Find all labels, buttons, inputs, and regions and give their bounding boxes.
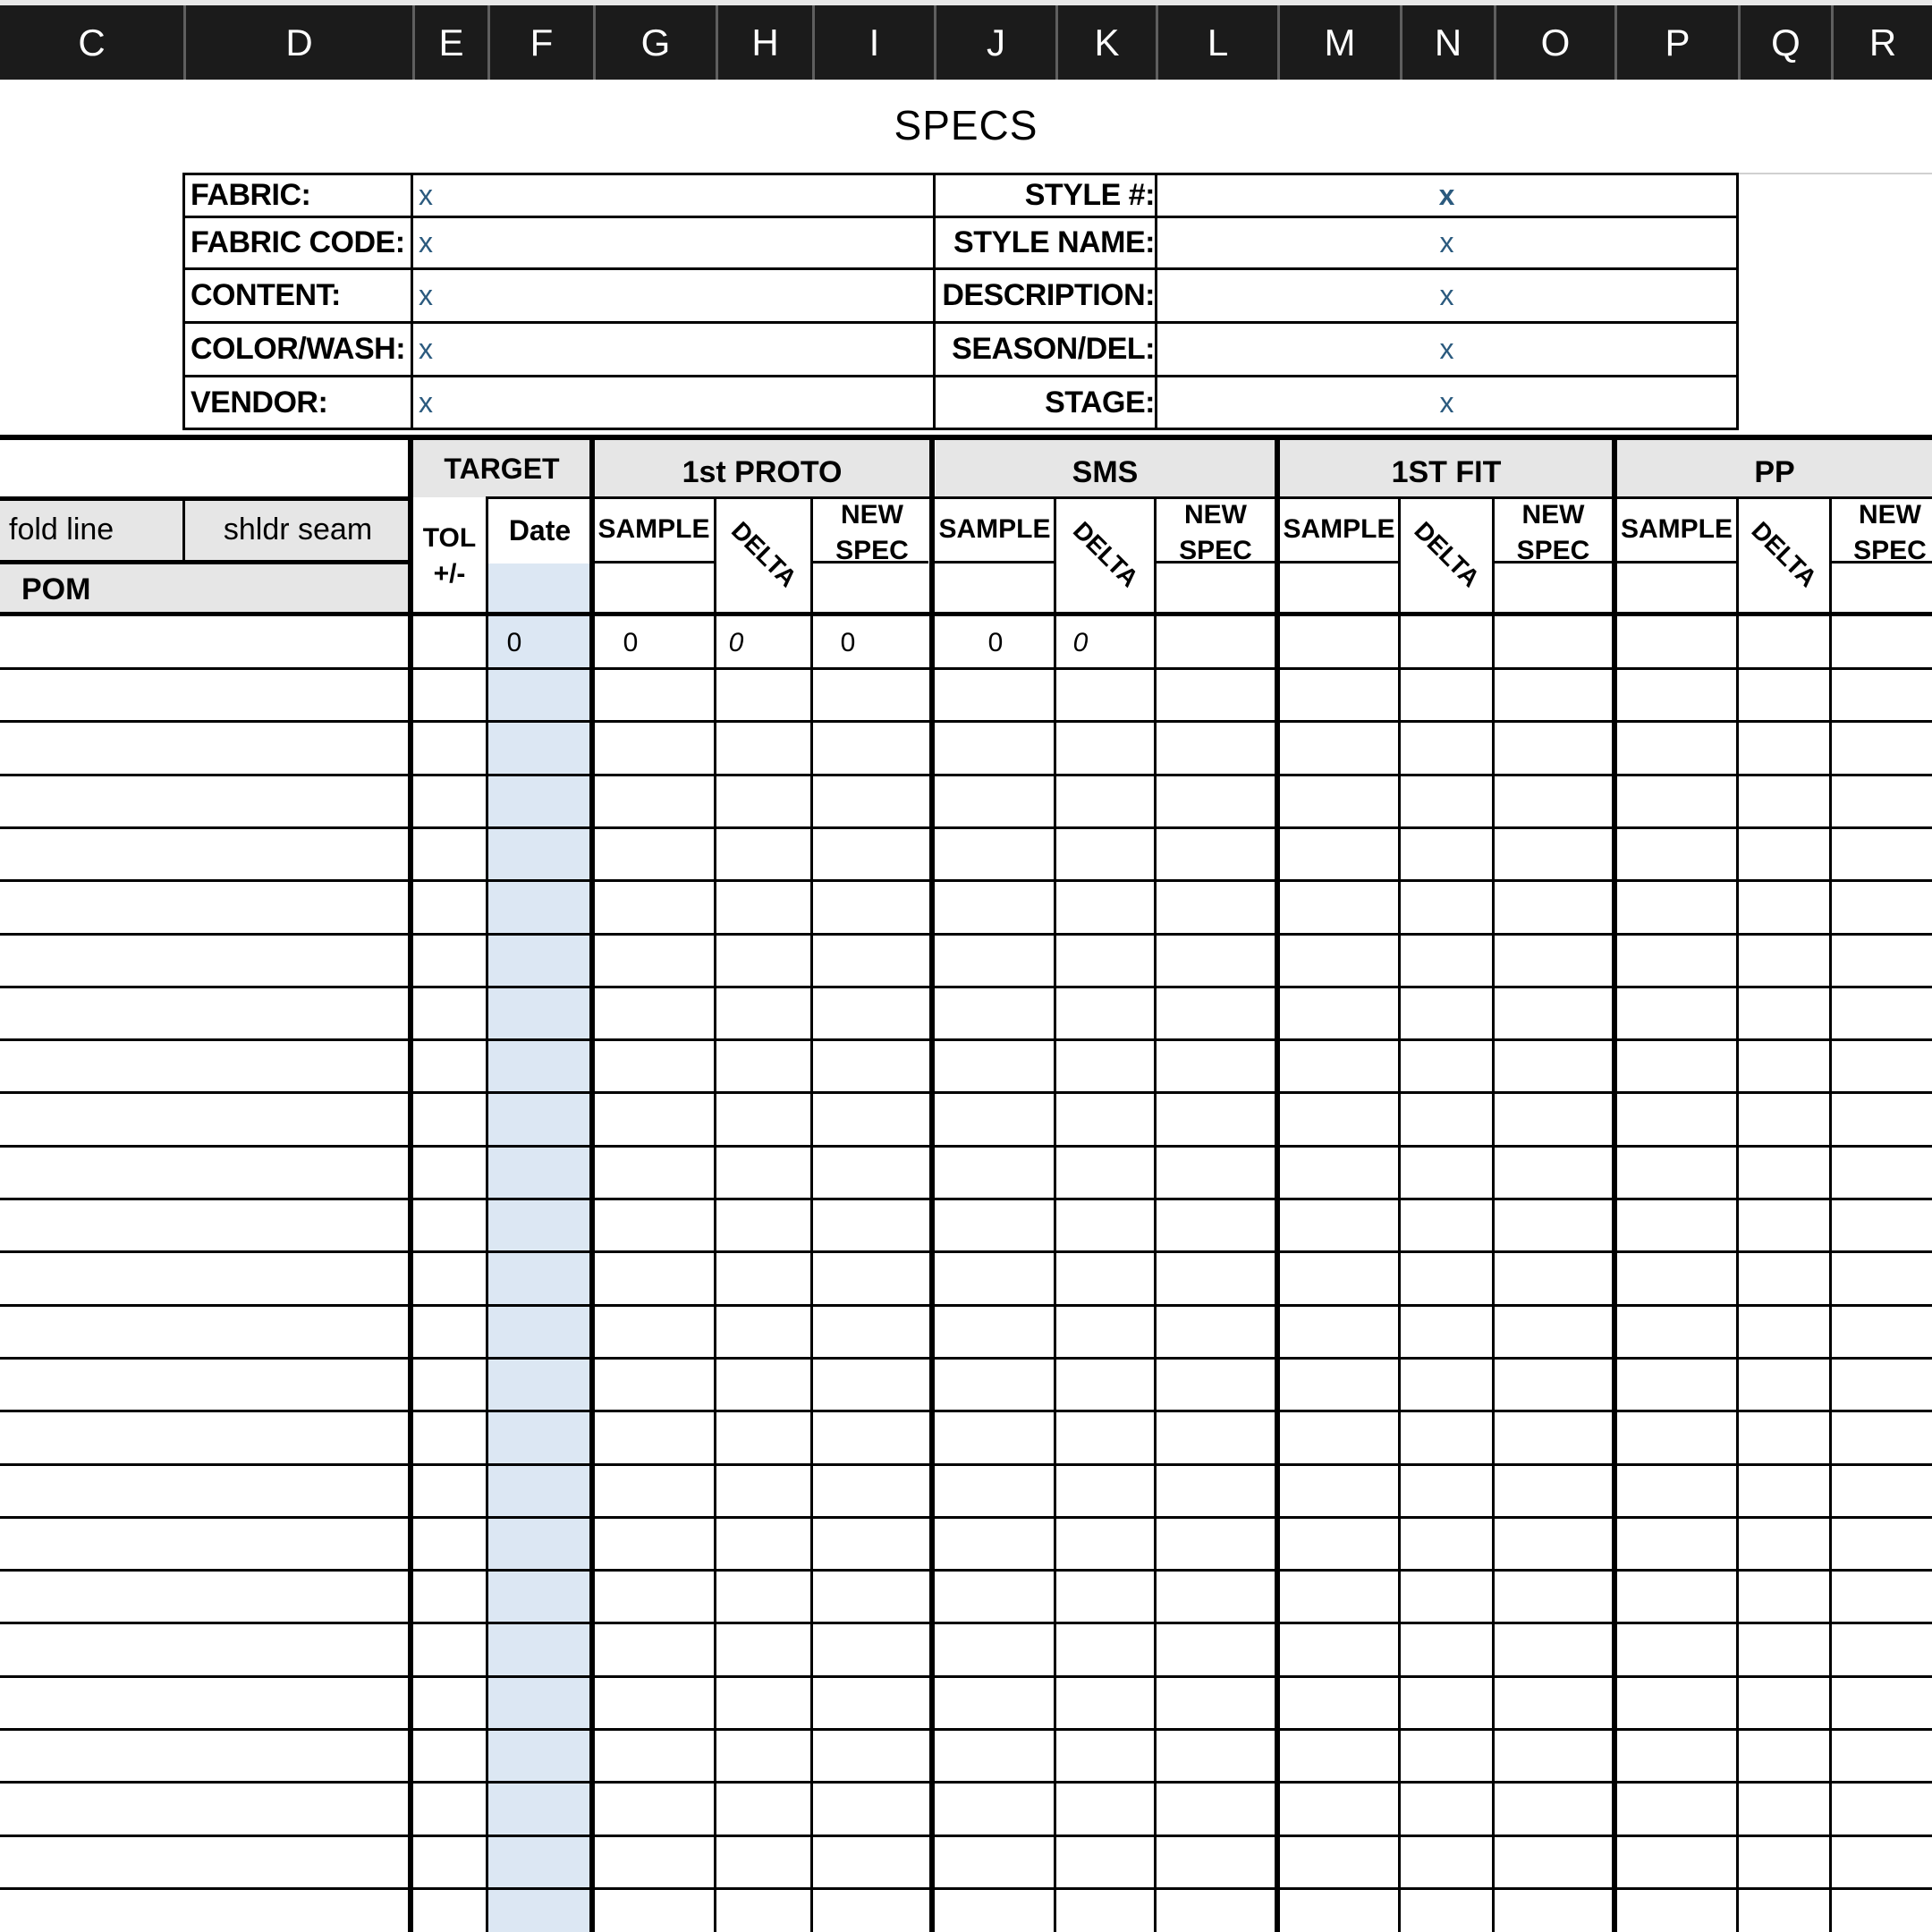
sms-header: SMS — [1072, 455, 1139, 489]
season-del-value[interactable]: x — [1439, 333, 1454, 365]
info-border — [183, 428, 1738, 430]
table-row-line — [0, 1038, 1932, 1041]
stage-border — [1275, 438, 1280, 1932]
column-header-p[interactable]: P — [1614, 5, 1738, 80]
table-row-line — [0, 1410, 1932, 1412]
table-row-line — [0, 1887, 1932, 1890]
style-name-value[interactable]: x — [1439, 226, 1454, 258]
row1-sms-delta-cell[interactable]: 0 — [1072, 628, 1089, 657]
fit-new-spec-header: NEW SPEC — [1516, 500, 1590, 565]
column-header-l[interactable]: L — [1156, 5, 1277, 80]
grid-line — [1154, 496, 1157, 1932]
date-header: Date — [508, 514, 572, 547]
grid-line — [1054, 496, 1056, 1932]
column-header-i[interactable]: I — [812, 5, 934, 80]
table-row-line — [0, 1091, 1932, 1094]
sample-divider-line — [1277, 561, 1400, 564]
table-row-line — [0, 1198, 1932, 1200]
table-row-line — [0, 1304, 1932, 1307]
fabric-code-label: FABRIC CODE: — [191, 225, 405, 259]
column-header-e[interactable]: E — [412, 5, 487, 80]
column-header-d[interactable]: D — [183, 5, 412, 80]
stage-border — [929, 438, 935, 1932]
sample-divider-line — [1614, 561, 1738, 564]
target-right-border — [589, 438, 595, 1932]
column-header-j[interactable]: J — [934, 5, 1055, 80]
column-header-g[interactable]: G — [593, 5, 716, 80]
target-header: TARGET — [444, 452, 560, 485]
row1-date-cell[interactable]: 0 — [506, 628, 522, 657]
sms-delta-header: DELTA — [1067, 516, 1144, 593]
shldr-seam-label: shldr seam — [223, 513, 373, 547]
table-top-border — [0, 435, 1932, 440]
vendor-label: VENDOR: — [191, 385, 328, 419]
description-value[interactable]: x — [1439, 279, 1454, 311]
table-row-line — [0, 1516, 1932, 1519]
style-name-label: STYLE NAME: — [953, 225, 1155, 259]
grid-line — [1829, 496, 1832, 1932]
proto-delta-header: DELTA — [725, 516, 802, 593]
table-row-line — [0, 1569, 1932, 1572]
info-border — [182, 173, 185, 430]
style-number-label: STYLE #: — [1024, 178, 1155, 212]
table-row-line — [0, 1675, 1932, 1678]
stage-label: STAGE: — [1045, 385, 1155, 419]
column-header-n[interactable]: N — [1400, 5, 1494, 80]
fit-header: 1ST FIT — [1391, 455, 1502, 489]
column-header-k[interactable]: K — [1055, 5, 1156, 80]
content-value[interactable]: x — [419, 279, 433, 311]
info-light-line — [1738, 173, 1932, 174]
fit-delta-header: DELTA — [1409, 516, 1486, 593]
sms-sample-header: SAMPLE — [938, 514, 1051, 544]
page-title: SPECS — [894, 102, 1038, 148]
grid-line — [1398, 496, 1401, 1932]
row1-sms-sample-cell[interactable]: 0 — [987, 628, 1004, 657]
grid-line — [810, 496, 813, 1932]
info-border — [1736, 173, 1739, 430]
tol-header: TOL +/- — [422, 523, 477, 589]
proto-new-spec-header: NEW SPEC — [835, 500, 909, 565]
table-row-line — [0, 667, 1932, 670]
content-label: CONTENT: — [191, 278, 341, 312]
date-column-highlight — [487, 564, 591, 1932]
fabric-label: FABRIC: — [191, 178, 311, 212]
grid-line — [1736, 496, 1739, 1932]
grid-line — [714, 496, 716, 1932]
sms-new-spec-header: NEW SPEC — [1179, 500, 1252, 565]
grid-line — [1492, 496, 1495, 1932]
fabric-code-value[interactable]: x — [419, 226, 433, 258]
column-header-q[interactable]: Q — [1738, 5, 1831, 80]
table-row-line — [0, 1357, 1932, 1360]
fabric-value[interactable]: x — [419, 179, 433, 211]
column-header-m[interactable]: M — [1277, 5, 1400, 80]
table-row-line — [0, 720, 1932, 723]
row1-proto-sample-cell[interactable]: 0 — [623, 628, 639, 657]
pom-header-bg — [0, 440, 410, 497]
style-number-value[interactable]: x — [1438, 179, 1455, 211]
pom-label: POM — [21, 572, 91, 606]
column-header-c[interactable]: C — [0, 5, 183, 80]
table-row-line — [0, 986, 1932, 988]
table-row-line — [0, 1781, 1932, 1784]
table-row-line — [0, 933, 1932, 936]
column-header-f[interactable]: F — [487, 5, 593, 80]
table-row-line — [0, 826, 1932, 829]
sample-divider-line — [593, 561, 716, 564]
proto-header: 1st PROTO — [682, 455, 843, 489]
fit-sample-header: SAMPLE — [1283, 514, 1395, 544]
pp-new-spec-header: NEW SPEC — [1853, 500, 1927, 565]
pp-delta-header: DELTA — [1746, 516, 1823, 593]
color-wash-value[interactable]: x — [419, 333, 433, 365]
vendor-value[interactable]: x — [419, 386, 433, 419]
fold-line-label: fold line — [9, 513, 114, 547]
table-row-line — [0, 879, 1932, 882]
table-row-line — [0, 1835, 1932, 1837]
table-row-line — [0, 1728, 1932, 1731]
header-bottom-border — [0, 612, 1932, 616]
row1-proto-new-spec-cell[interactable]: 0 — [840, 628, 856, 657]
table-row-line — [0, 1250, 1932, 1253]
color-wash-label: COLOR/WASH: — [191, 332, 406, 366]
table-row-line — [0, 1145, 1932, 1148]
pp-header: PP — [1754, 455, 1795, 489]
row1-proto-delta-cell[interactable]: 0 — [728, 628, 744, 657]
sample-divider-line — [934, 561, 1055, 564]
column-header-o[interactable]: O — [1494, 5, 1614, 80]
pp-sample-header: SAMPLE — [1620, 514, 1733, 544]
season-del-label: SEASON/DEL: — [952, 332, 1155, 366]
pom-right-border — [408, 438, 413, 1932]
column-header-h[interactable]: H — [716, 5, 812, 80]
table-row-line — [0, 1463, 1932, 1466]
column-header-r[interactable]: R — [1831, 5, 1932, 80]
proto-sample-header: SAMPLE — [597, 514, 710, 544]
stage-value[interactable]: x — [1439, 386, 1454, 419]
stage-border — [1612, 438, 1617, 1932]
tol-date-divider — [486, 496, 488, 1932]
description-label: DESCRIPTION: — [942, 278, 1155, 312]
info-border — [411, 173, 413, 430]
table-row-line — [0, 1622, 1932, 1624]
table-row-line — [0, 774, 1932, 776]
